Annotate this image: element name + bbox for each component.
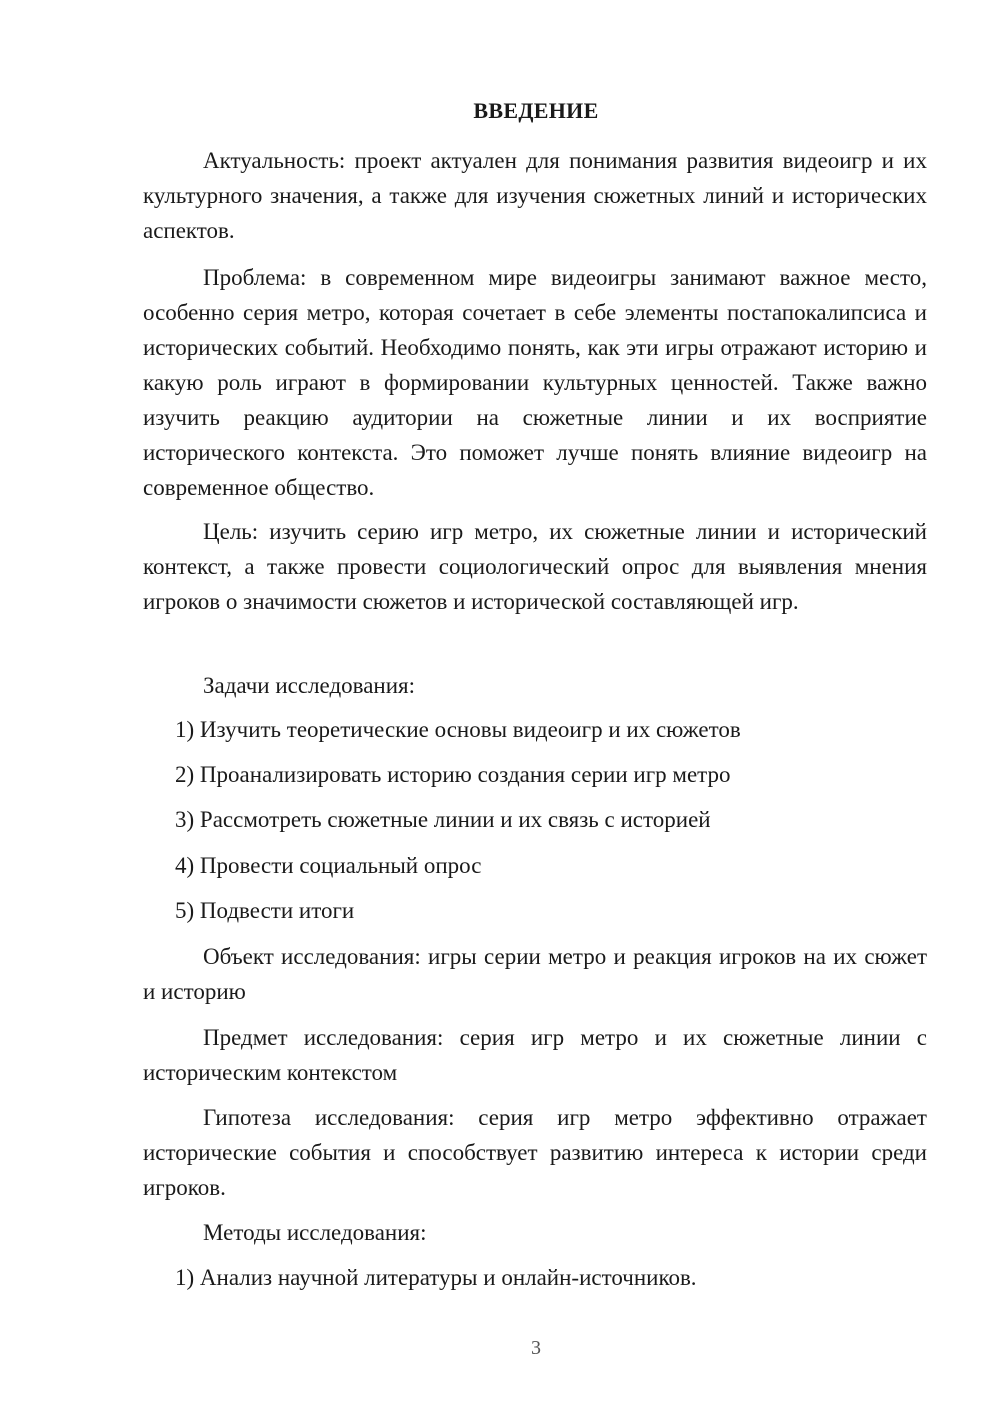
task-item: 4) Провести социальный опрос	[175, 853, 482, 878]
task-item: 2) Проанализировать историю создания серии игр метро	[175, 762, 731, 787]
paragraph-subject: Предмет исследования: серия игр метро и их сюжетные линии с историческим контекстом	[143, 1025, 927, 1085]
method-item: 1) Анализ научной литературы и онлайн-источников.	[175, 1265, 697, 1290]
paragraph-problem: Проблема: в современном мире видеоигры занимают важное место, особенно серия метро, которая сочетает в себе элементы постапокалипсиса и исторических событий. Необходимо понять, как эти игры отражают историю и какую роль играют в формировании культурных ценностей. Также важно изучить реакцию аудитории на сюжетные линии и их восприятие исторического контекста. Это поможет лучше понять влияние видеоигр на современное общество.	[143, 265, 927, 500]
page-number: 3	[531, 1337, 541, 1359]
paragraph-relevance: Актуальность: проект актуален для понимания развития видеоигр и их культурного значения, а также для изучения сюжетных линий и исторических аспектов.	[143, 148, 927, 243]
task-item: 3) Рассмотреть сюжетные линии и их связь с историей	[175, 807, 711, 832]
task-item: 1) Изучить теоретические основы видеоигр и их сюжетов	[175, 717, 741, 742]
page-title: ВВЕДЕНИЕ	[473, 98, 599, 123]
paragraph-goal: Цель: изучить серию игр метро, их сюжетные линии и исторический контекст, а также провести социологический опрос для выявления мнения игроков о значимости сюжетов и исторической составляющей игр.	[143, 519, 927, 614]
task-item: 5) Подвести итоги	[175, 898, 355, 923]
methods-label: Методы исследования:	[203, 1220, 427, 1245]
paragraph-hypothesis: Гипотеза исследования: серия игр метро эффективно отражает исторические события и способствует развитию интереса к истории среди игроков.	[143, 1105, 927, 1200]
tasks-label: Задачи исследования:	[203, 673, 416, 698]
paragraph-object: Объект исследования: игры серии метро и реакция игроков на их сюжет и историю	[143, 944, 927, 1004]
